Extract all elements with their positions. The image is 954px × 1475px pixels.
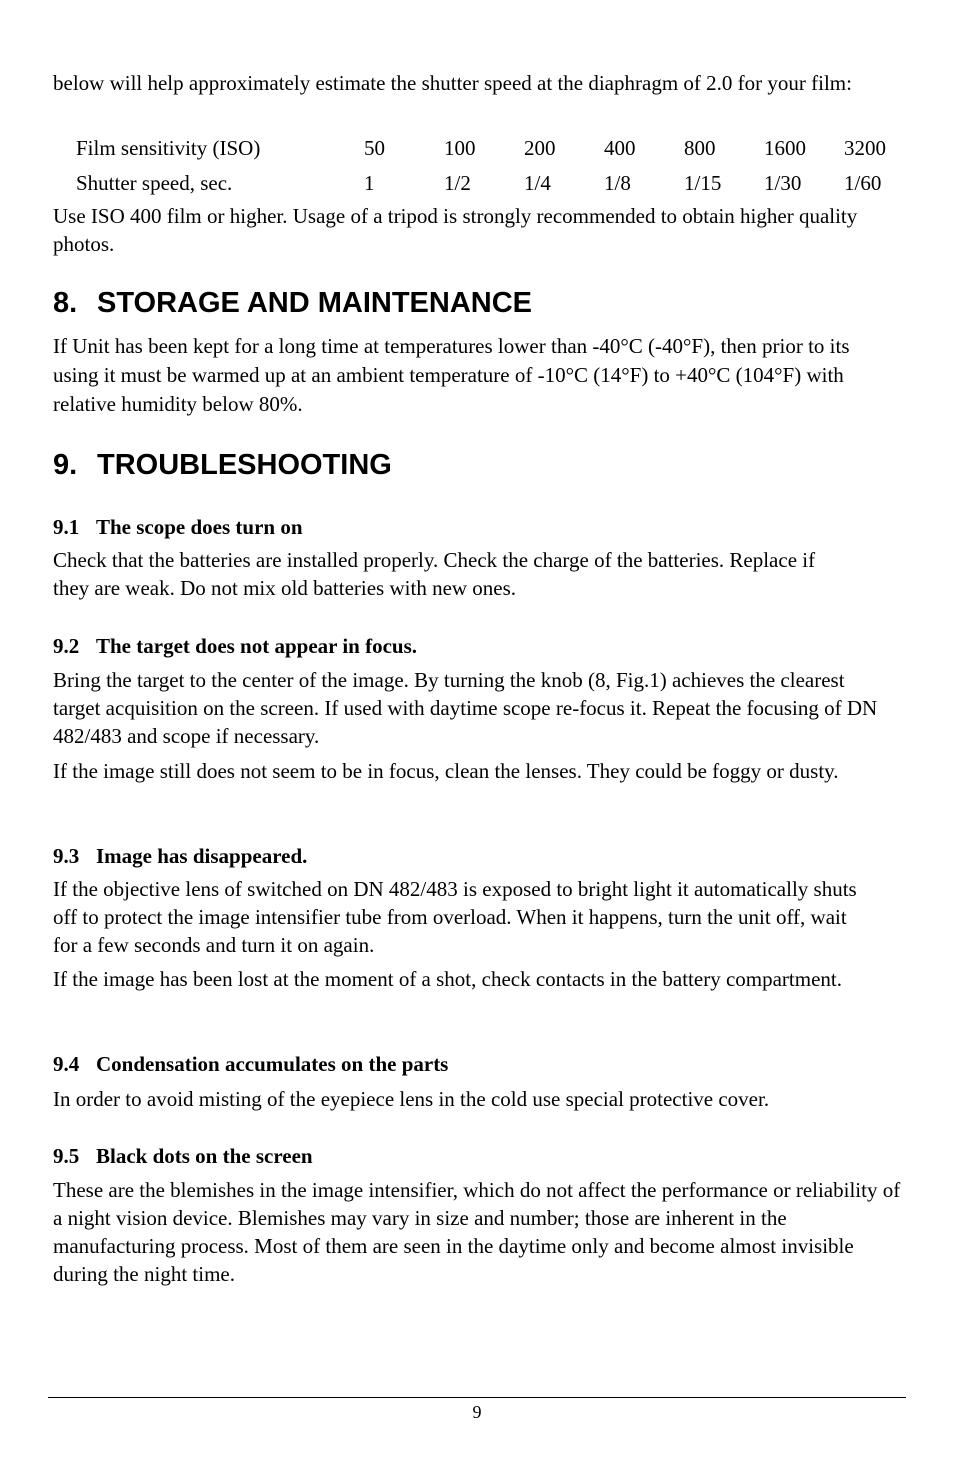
- subsection-9-4-paragraph: In order to avoid misting of the eyepiece lens in the cold use special protective cover.: [53, 1087, 770, 1111]
- table-cell: 50: [364, 136, 385, 160]
- table-cell: 800: [684, 136, 716, 160]
- subsection-number: 9.4: [53, 1052, 80, 1076]
- section-title: TROUBLESHOOTING: [97, 449, 392, 481]
- table-cell: 1/60: [844, 171, 882, 195]
- table-cell: 1/2: [444, 171, 471, 195]
- section-8-heading: [53, 285, 532, 321]
- subsection-9-2-heading: [53, 632, 417, 660]
- subsection-number: 9.3: [53, 844, 80, 868]
- table-cell: 400: [604, 136, 636, 160]
- tripod-note: Use ISO 400 film or higher. Usage of a tripod is strongly recommended to obtain higher quality photos.: [53, 204, 858, 256]
- subsection-9-5-heading: [53, 1142, 313, 1170]
- section-number: 9.: [53, 449, 78, 481]
- table-cell: 1/15: [684, 171, 722, 195]
- storage-paragraph: If Unit has been kept for a long time at temperatures lower than -40°C (-40°F), then prior to its using it must be warmed up at an ambient temperature of -10°C (14°F) to +40°C (104°F) with relative humidity below 80%.: [53, 334, 850, 416]
- subsection-9-2-paragraph-2: If the image still does not seem to be in focus, clean the lenses. They could be foggy or dusty.: [53, 759, 839, 783]
- film-shutter-table: [76, 131, 894, 201]
- footer-divider: [48, 1397, 906, 1398]
- subsection-title: The scope does turn on: [96, 515, 303, 539]
- table-row: [76, 166, 894, 201]
- subsection-number: 9.2: [53, 634, 80, 658]
- subsection-9-4-heading: [53, 1050, 448, 1078]
- subsection-title: Image has disappeared.: [96, 844, 308, 868]
- table-row-label: Film sensitivity (ISO): [76, 136, 261, 160]
- subsection-9-3-heading: [53, 842, 307, 870]
- table-cell: 200: [524, 136, 556, 160]
- subsection-title: Condensation accumulates on the parts: [96, 1052, 449, 1076]
- table-cell: 100: [444, 136, 476, 160]
- table-cell: 1/8: [604, 171, 631, 195]
- section-9-heading: [53, 447, 392, 483]
- page-number: 9: [472, 1402, 482, 1422]
- section-title: STORAGE AND MAINTENANCE: [97, 287, 533, 319]
- table-cell: 1/4: [524, 171, 551, 195]
- table-row: [76, 131, 894, 166]
- subsection-9-3-paragraph-2: If the image has been lost at the moment of a shot, check contacts in the battery compartment.: [53, 967, 842, 991]
- intro-paragraph: below will help approximately estimate the shutter speed at the diaphragm of 2.0 for your film:: [53, 71, 852, 95]
- subsection-9-1-heading: [53, 513, 303, 541]
- subsection-9-2-paragraph: Bring the target to the center of the image. By turning the knob (8, Fig.1) achieves the clearest target acquisition on the screen. If used with daytime scope re-focus it. Repeat the focusing of DN 482/483 and scope if necessary.: [53, 668, 878, 748]
- table-cell: 1600: [764, 136, 806, 160]
- subsection-9-1-paragraph: Check that the batteries are installed properly. Check the charge of the batteries. Replace if they are weak. Do not mix old batteries with new ones.: [53, 548, 816, 600]
- subsection-9-5-paragraph: These are the blemishes in the image intensifier, which do not affect the performance or reliability of a night vision device. Blemishes may vary in size and number; those are inherent in the manufacturing process. Most of them are seen in the daytime only and become almost invisible during the night time.: [53, 1178, 901, 1286]
- subsection-9-3-paragraph: If the objective lens of switched on DN 482/483 is exposed to bright light it automatically shuts off to protect the image intensifier tube from overload. When it happens, turn the unit off, wait for a few seconds and turn it on again.: [53, 877, 857, 957]
- table-cell: 3200: [844, 136, 886, 160]
- subsection-number: 9.1: [53, 515, 80, 539]
- table-row-label: Shutter speed, sec.: [76, 171, 233, 195]
- subsection-title: Black dots on the screen: [96, 1144, 313, 1168]
- subsection-number: 9.5: [53, 1144, 80, 1168]
- table-cell: 1: [364, 171, 375, 195]
- subsection-title: The target does not appear in focus.: [96, 634, 418, 658]
- table-cell: 1/30: [764, 171, 802, 195]
- section-number: 8.: [53, 287, 78, 319]
